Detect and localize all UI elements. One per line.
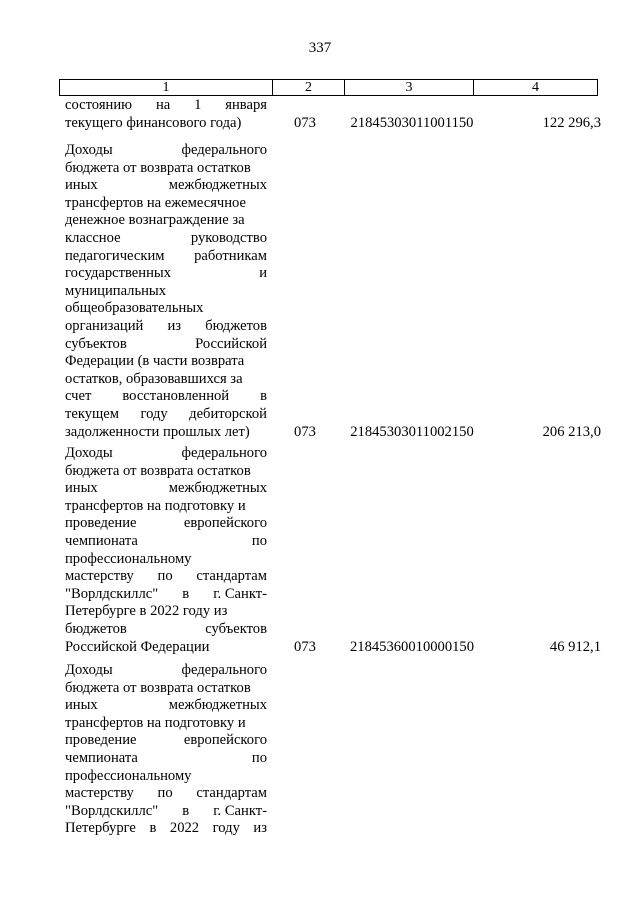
description-word: и	[259, 265, 267, 282]
description-line	[65, 662, 267, 680]
description-line	[65, 463, 267, 481]
description-word: Доходы	[65, 662, 113, 678]
description-word: общеобразовательных	[65, 300, 204, 317]
description-word: межбюджетных	[168, 177, 267, 194]
admin-code: 073	[294, 114, 316, 131]
description-line	[65, 568, 267, 586]
description-line	[65, 697, 267, 715]
column-header-row	[60, 80, 598, 96]
description-word: иных	[65, 177, 98, 194]
description-line	[65, 785, 267, 803]
description-word: денежное вознаграждение за	[65, 212, 245, 229]
description-word: межбюджетных	[168, 697, 267, 714]
description-line	[65, 212, 267, 230]
description-line	[65, 353, 267, 371]
description-word: из	[167, 317, 182, 334]
row-description	[65, 662, 267, 838]
description-word: Петербурге	[65, 820, 136, 837]
description-line	[65, 768, 267, 786]
description-word: восстановленной	[122, 388, 230, 405]
description-line	[65, 680, 267, 698]
amount: 46 912,1	[549, 638, 601, 655]
description-word: Доходы	[65, 142, 113, 158]
description-word: межбюджетных	[168, 480, 267, 497]
description-line	[65, 318, 267, 336]
description-line	[65, 388, 267, 406]
description-word: дебиторской	[189, 405, 267, 422]
description-word: мастерству	[65, 568, 134, 585]
description-word: г. Санкт-	[213, 585, 267, 602]
description-line	[65, 371, 267, 389]
description-line	[65, 160, 267, 178]
description-word: муниципальных	[65, 282, 167, 299]
description-word: мастерству	[65, 785, 134, 802]
description-line	[65, 336, 267, 354]
description-word: "Ворлдскиллс"	[65, 802, 159, 819]
description-word: счет	[65, 388, 92, 405]
budget-classification-code: 21845303011002150	[350, 423, 474, 440]
description-line	[65, 195, 267, 213]
description-word: по	[251, 749, 267, 766]
description-line	[65, 300, 267, 318]
description-line	[65, 732, 267, 750]
amount: 122 296,3	[542, 114, 601, 131]
description-line	[65, 230, 267, 248]
description-word: текущем	[65, 405, 119, 422]
description-word: стандартам	[196, 785, 267, 802]
description-word: Федерации (в части возврата	[65, 353, 245, 370]
description-line	[65, 445, 267, 463]
description-line	[65, 142, 267, 160]
description-line	[65, 750, 267, 768]
description-word: в	[149, 820, 157, 837]
description-line	[65, 498, 267, 516]
description-word: году	[140, 405, 168, 422]
description-line	[65, 715, 267, 733]
description-line	[65, 803, 267, 821]
description-word: из	[253, 820, 267, 837]
description-word: бюджетов	[205, 317, 267, 334]
column-header-1: 1	[60, 80, 273, 96]
description-word: в	[182, 585, 190, 602]
description-line	[65, 639, 267, 657]
description-word: организаций	[65, 317, 144, 334]
description-word: бюджета от возврата остатков	[65, 462, 251, 479]
description-word: Российской Федерации	[65, 638, 210, 655]
description-word: по	[251, 532, 267, 549]
description-word: Петербурге в 2022 году из	[65, 603, 228, 620]
budget-classification-code: 21845303011001150	[350, 114, 474, 131]
description-word: классное	[65, 229, 121, 246]
description-word: Доходы	[65, 445, 113, 461]
column-header-3: 3	[345, 80, 474, 96]
description-word: проведение	[65, 732, 137, 749]
description-word: стандартам	[196, 568, 267, 585]
description-word: состоянию	[65, 97, 133, 113]
description-word: Российской	[195, 335, 267, 352]
row-description	[65, 142, 267, 441]
description-word: бюджета от возврата остатков	[65, 679, 251, 696]
description-word: европейского	[183, 515, 267, 532]
description-word: 2022	[169, 820, 200, 837]
description-word: трансфертов на подготовку и	[65, 497, 246, 514]
description-word: федерального	[181, 142, 267, 158]
description-line	[65, 115, 267, 133]
page-number: 337	[308, 40, 332, 56]
description-word: трансфертов на ежемесячное	[65, 194, 247, 211]
description-line	[65, 283, 267, 301]
description-word: работникам	[194, 247, 267, 264]
description-word: иных	[65, 480, 98, 497]
description-word: субъектов	[65, 335, 127, 352]
description-word: педагогическим	[65, 247, 165, 264]
description-word: чемпионата	[65, 749, 138, 766]
description-word: "Ворлдскиллс"	[65, 585, 159, 602]
description-word: бюджетов	[65, 620, 127, 637]
description-word: трансфертов на подготовку и	[65, 714, 246, 731]
description-line	[65, 820, 267, 838]
description-word: текущего финансового года)	[65, 114, 242, 131]
description-word: иных	[65, 697, 98, 714]
amount: 206 213,0	[542, 423, 601, 440]
column-header-2: 2	[273, 80, 345, 96]
admin-code: 073	[294, 423, 316, 440]
description-word: профессиональному	[65, 550, 192, 567]
description-word: профессиональному	[65, 767, 192, 784]
description-word: федерального	[181, 662, 267, 678]
description-line	[65, 586, 267, 604]
description-word: по	[157, 568, 173, 585]
description-line	[65, 265, 267, 283]
description-word: бюджета от возврата остатков	[65, 159, 251, 176]
description-word: федерального	[181, 445, 267, 461]
description-word: в	[260, 388, 267, 405]
description-word: государственных	[65, 265, 172, 282]
description-word: задолженности прошлых лет)	[65, 423, 250, 440]
description-word: остатков, образовавшихся за	[65, 370, 243, 387]
description-word: г. Санкт-	[213, 802, 267, 819]
description-line	[65, 551, 267, 569]
description-word: на	[155, 97, 171, 113]
description-line	[65, 480, 267, 498]
description-word: году	[212, 820, 240, 837]
column-header-table	[59, 79, 598, 96]
budget-classification-code: 21845360010000150	[349, 638, 475, 655]
description-word: января	[225, 97, 267, 113]
description-word: субъектов	[205, 620, 267, 637]
column-header-4: 4	[474, 80, 598, 96]
description-line	[65, 533, 267, 551]
description-word: по	[157, 785, 173, 802]
description-word: в	[182, 802, 190, 819]
description-line	[65, 177, 267, 195]
row-description	[65, 97, 267, 132]
description-word: европейского	[183, 732, 267, 749]
description-line	[65, 248, 267, 266]
description-line	[65, 406, 267, 424]
description-line	[65, 603, 267, 621]
description-word: 1	[194, 97, 202, 113]
admin-code: 073	[294, 638, 316, 655]
description-line	[65, 515, 267, 533]
description-line	[65, 621, 267, 639]
description-word: руководство	[190, 229, 267, 246]
description-word: чемпионата	[65, 532, 138, 549]
description-word: проведение	[65, 515, 137, 532]
row-description	[65, 445, 267, 656]
description-line	[65, 424, 267, 442]
description-line	[65, 97, 267, 115]
